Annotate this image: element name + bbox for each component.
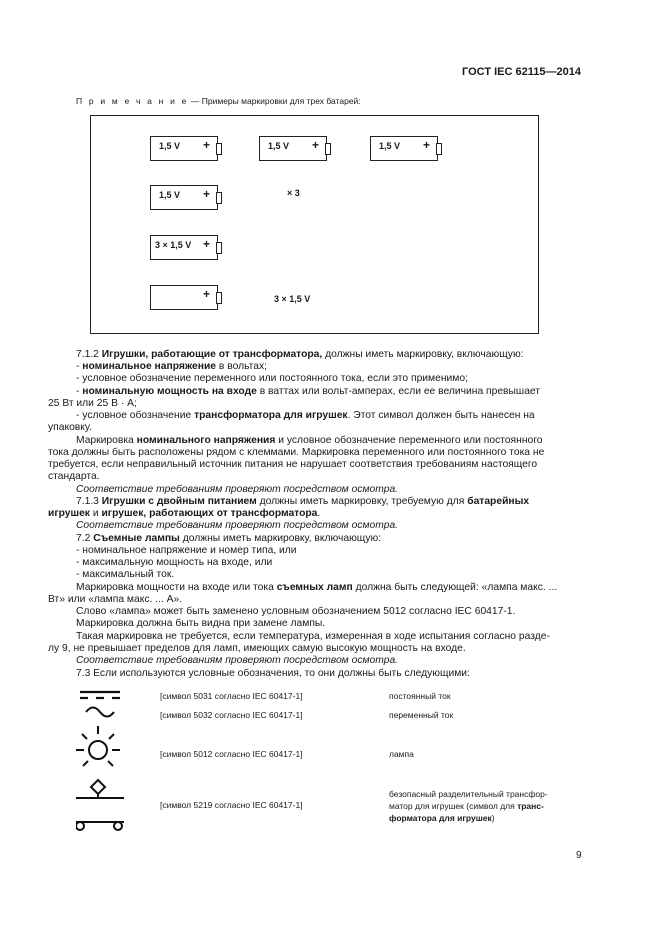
paragraph-line: требуется, если неправильный источник питания не нарушает соответствия требованиям настоящего [48, 459, 538, 470]
text: Маркировка [76, 435, 137, 446]
battery-terminal [216, 292, 222, 304]
plus-sign: + [311, 138, 319, 152]
bold-term: номинального напряжения [136, 435, 276, 446]
desc-line: безопасный разделительный трансфор- [389, 789, 548, 799]
paragraph-line: Вт» или «лампа макс. ... А». [48, 594, 183, 605]
paragraph-line [48, 508, 582, 519]
bold-term: Игрушки, работающие от трансформатора, [101, 349, 323, 360]
text: . [317, 508, 321, 519]
list-item: - максимальный ток. [76, 569, 175, 580]
battery-terminal [216, 192, 222, 204]
battery-label: 1,5 V [159, 190, 181, 200]
figure-note [76, 96, 361, 106]
note-label: П р и м е ч а н и е [76, 96, 189, 106]
times-three-label: × 3 [287, 188, 300, 198]
battery-2 [259, 136, 327, 161]
paragraph: Маркировка должна быть видна при замене лампы. [76, 618, 326, 629]
battery-label: 1,5 V [379, 141, 401, 151]
symbol-ref-ac: [символ 5032 согласно IEC 60417-1] [160, 710, 303, 720]
text: и условное обозначение переменного или постоянного [275, 435, 543, 446]
lamp-icon [76, 726, 120, 766]
symbol-desc-lamp: лампа [389, 749, 414, 759]
symbol-ref-transformer: [символ 5219 согласно IEC 60417-1] [160, 800, 303, 810]
list-item-cont: 25 Вт или 25 В · А; [48, 398, 137, 409]
text: матор для игрушек (символ для [389, 801, 518, 811]
bold-term: форматора для игрушек [389, 813, 492, 823]
compliance-note: Соответствие требованиям проверяют посредством осмотра. [76, 484, 399, 495]
text: должны иметь маркировку, включающую: [179, 533, 382, 544]
text: ) [491, 813, 495, 823]
bold-term: съемных ламп [276, 582, 353, 593]
text: должны иметь маркировку, включающую: [322, 349, 524, 360]
paragraph-line: лу 9, не превышает пределов для ламп, имеющих самую высокую мощность на входе. [48, 643, 466, 654]
plus-sign: + [202, 287, 210, 301]
paragraph-line: стандарта. [48, 471, 100, 482]
plus-sign: + [202, 138, 210, 152]
paragraph-line: тока должны быть расположены рядом с клеммами. Маркировка переменного или постоянного тока не [48, 447, 545, 458]
para-7-2 [76, 533, 381, 544]
desc-line [389, 800, 548, 812]
paragraph: Слово «лампа» может быть заменено условным обозначением 5012 согласно IEC 60417-1. [76, 606, 516, 617]
toy-transformer-icon [76, 780, 124, 830]
battery-terminal [216, 242, 222, 254]
battery-label: 3 × 1,5 V [155, 240, 192, 250]
battery-5 [150, 235, 218, 260]
symbol-ref-lamp: [символ 5012 согласно IEC 60417-1] [160, 749, 303, 759]
plus-sign: + [422, 138, 430, 152]
bold-term: номинальную мощность на входе [82, 386, 257, 397]
battery-terminal [216, 143, 222, 155]
para-7-3: 7.3 Если используются условные обозначения, то они должны быть следующими: [76, 668, 470, 679]
list-item-cont: упаковку. [48, 422, 92, 433]
text: - условное обозначение [76, 410, 195, 421]
compliance-note: Соответствие требованиям проверяют посредством осмотра. [76, 655, 399, 666]
list-item [76, 361, 267, 372]
three-times-label: 3 × 1,5 V [274, 294, 311, 304]
symbol-desc-transformer [389, 788, 548, 824]
ac-icon [86, 708, 114, 717]
battery-4 [150, 185, 218, 210]
battery-1 [150, 136, 218, 161]
plus-sign: + [202, 237, 210, 251]
battery-figure [90, 115, 539, 334]
bold-term: Съемные лампы [93, 533, 180, 544]
para-7-1-3 [76, 496, 529, 507]
text: Маркировка мощности на входе или тока [76, 582, 277, 593]
bold-term: Игрушки с двойным питанием [101, 496, 257, 507]
battery-label: 1,5 V [159, 141, 181, 151]
list-item: - номинальное напряжение и номер типа, или [76, 545, 297, 556]
battery-terminal [436, 143, 442, 155]
text: . Этот символ должен быть нанесен на [347, 410, 535, 421]
list-item: - максимальную мощность на входе, или [76, 557, 273, 568]
symbol-desc-dc: постоянный ток [389, 691, 451, 701]
document-header: ГОСТ IEC 62115—2014 [462, 66, 581, 78]
desc-line [389, 812, 548, 824]
symbols-column [76, 686, 124, 836]
paragraph: Такая маркировка не требуется, если температура, измеренная в ходе испытания согласно разде- [76, 631, 550, 642]
symbol-ref-dc: [символ 5031 согласно IEC 60417-1] [160, 691, 303, 701]
paragraph [76, 435, 543, 446]
bold-term: игрушек [48, 508, 90, 519]
text: должны иметь маркировку, требуемую для [256, 496, 468, 507]
symbol-desc-ac: переменный ток [389, 710, 454, 720]
battery-label: 1,5 V [268, 141, 290, 151]
dc-icon [80, 692, 120, 698]
para-7-1-2 [76, 349, 524, 360]
text: - [76, 386, 83, 397]
clause-number: 7.2 [76, 533, 94, 544]
bold-term: батарейных [467, 496, 530, 507]
compliance-note: Соответствие требованиям проверяют посредством осмотра. [76, 520, 399, 531]
list-item [76, 410, 535, 421]
bold-term: игрушек, работающих от трансформатора [101, 508, 318, 519]
text: в вольтах; [216, 361, 267, 372]
text: - [76, 361, 83, 372]
paragraph [76, 582, 557, 593]
list-item [76, 386, 540, 397]
battery-6 [150, 285, 218, 310]
note-text: — Примеры маркировки для трех батарей: [188, 96, 361, 106]
plus-sign: + [202, 187, 210, 201]
battery-terminal [325, 143, 331, 155]
list-item: - условное обозначение переменного или постоянного тока, если это применимо; [76, 373, 468, 384]
clause-number: 7.1.2 [76, 349, 102, 360]
bold-term: транс- [517, 801, 544, 811]
clause-number: 7.1.3 [76, 496, 102, 507]
text: и [89, 508, 102, 519]
text: должна быть следующей: «лампа макс. ... [352, 582, 558, 593]
bold-term: трансформатора для игрушек [194, 410, 348, 421]
page-number: 9 [576, 850, 582, 861]
text: в ваттах или вольт-амперах, если ее величина превышает [256, 386, 541, 397]
battery-3 [370, 136, 438, 161]
bold-term: номинальное напряжение [82, 361, 217, 372]
